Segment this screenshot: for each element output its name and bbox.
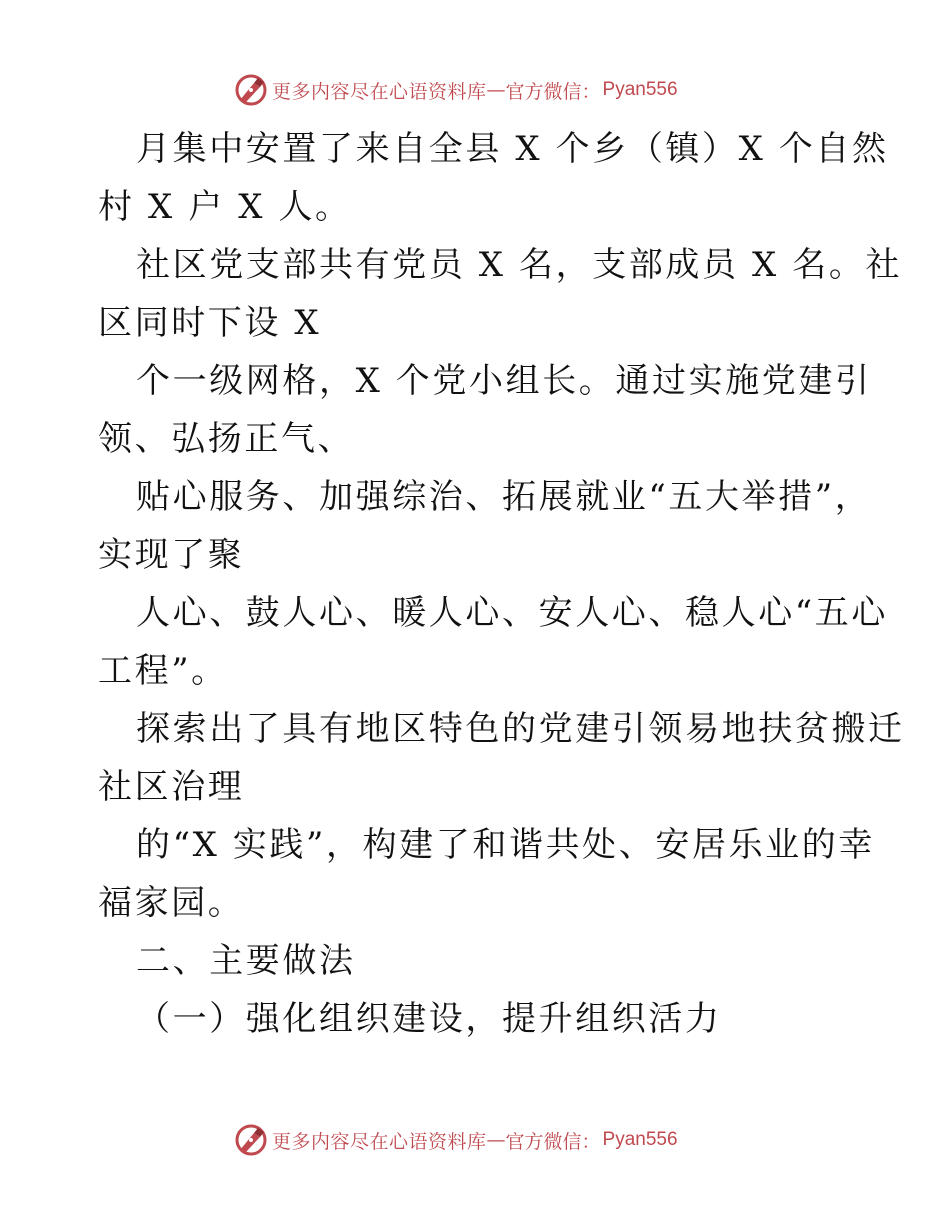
pen-nib-logo-icon	[234, 1123, 268, 1157]
text-line: 工程”。	[98, 651, 228, 691]
text-line: 村 X 户 X 人。	[98, 187, 352, 227]
section-heading: 二、主要做法	[136, 941, 356, 981]
pen-nib-logo-icon	[234, 73, 268, 107]
banner-slogan: 更多内容尽在心语资料库	[272, 1130, 487, 1153]
banner-wechat-id: Pyan556	[602, 1129, 678, 1150]
banner-separator: —	[486, 79, 506, 101]
banner-wechat-label: 官方微信：	[505, 1130, 601, 1153]
banner-wechat-label: 官方微信：	[505, 80, 601, 103]
footer-banner[interactable]	[234, 1122, 678, 1158]
banner-slogan: 更多内容尽在心语资料库	[272, 80, 487, 103]
text-line: 社区党支部共有党员 X 名，支部成员 X 名。社	[136, 245, 903, 285]
text-line: 个一级网格，X 个党小组长。通过实施党建引	[136, 361, 872, 401]
text-line: 人心、鼓人心、暖人心、安人心、稳人心“五心	[136, 593, 888, 633]
text-line: 区同时下设 X	[98, 303, 322, 343]
text-line: 实现了聚	[98, 535, 245, 575]
subsection-heading: （一）强化组织建设，提升组织活力	[136, 999, 722, 1039]
banner-separator: —	[486, 1129, 506, 1151]
document-body	[98, 120, 905, 1048]
text-line: 的“X 实践”，构建了和谐共处、安居乐业的幸	[136, 825, 875, 865]
header-banner[interactable]	[234, 72, 678, 108]
text-line: 社区治理	[98, 767, 245, 807]
text-line: 探索出了具有地区特色的党建引领易地扶贫搬迁	[136, 709, 905, 749]
text-line: 月集中安置了来自全县 X 个乡（镇）X 个自然	[136, 129, 889, 169]
text-line: 贴心服务、加强综治、拓展就业“五大举措”，	[136, 477, 872, 517]
text-line: 领、弘扬正气、	[98, 419, 355, 459]
text-line: 福家园。	[98, 883, 245, 923]
banner-wechat-id: Pyan556	[602, 79, 678, 100]
